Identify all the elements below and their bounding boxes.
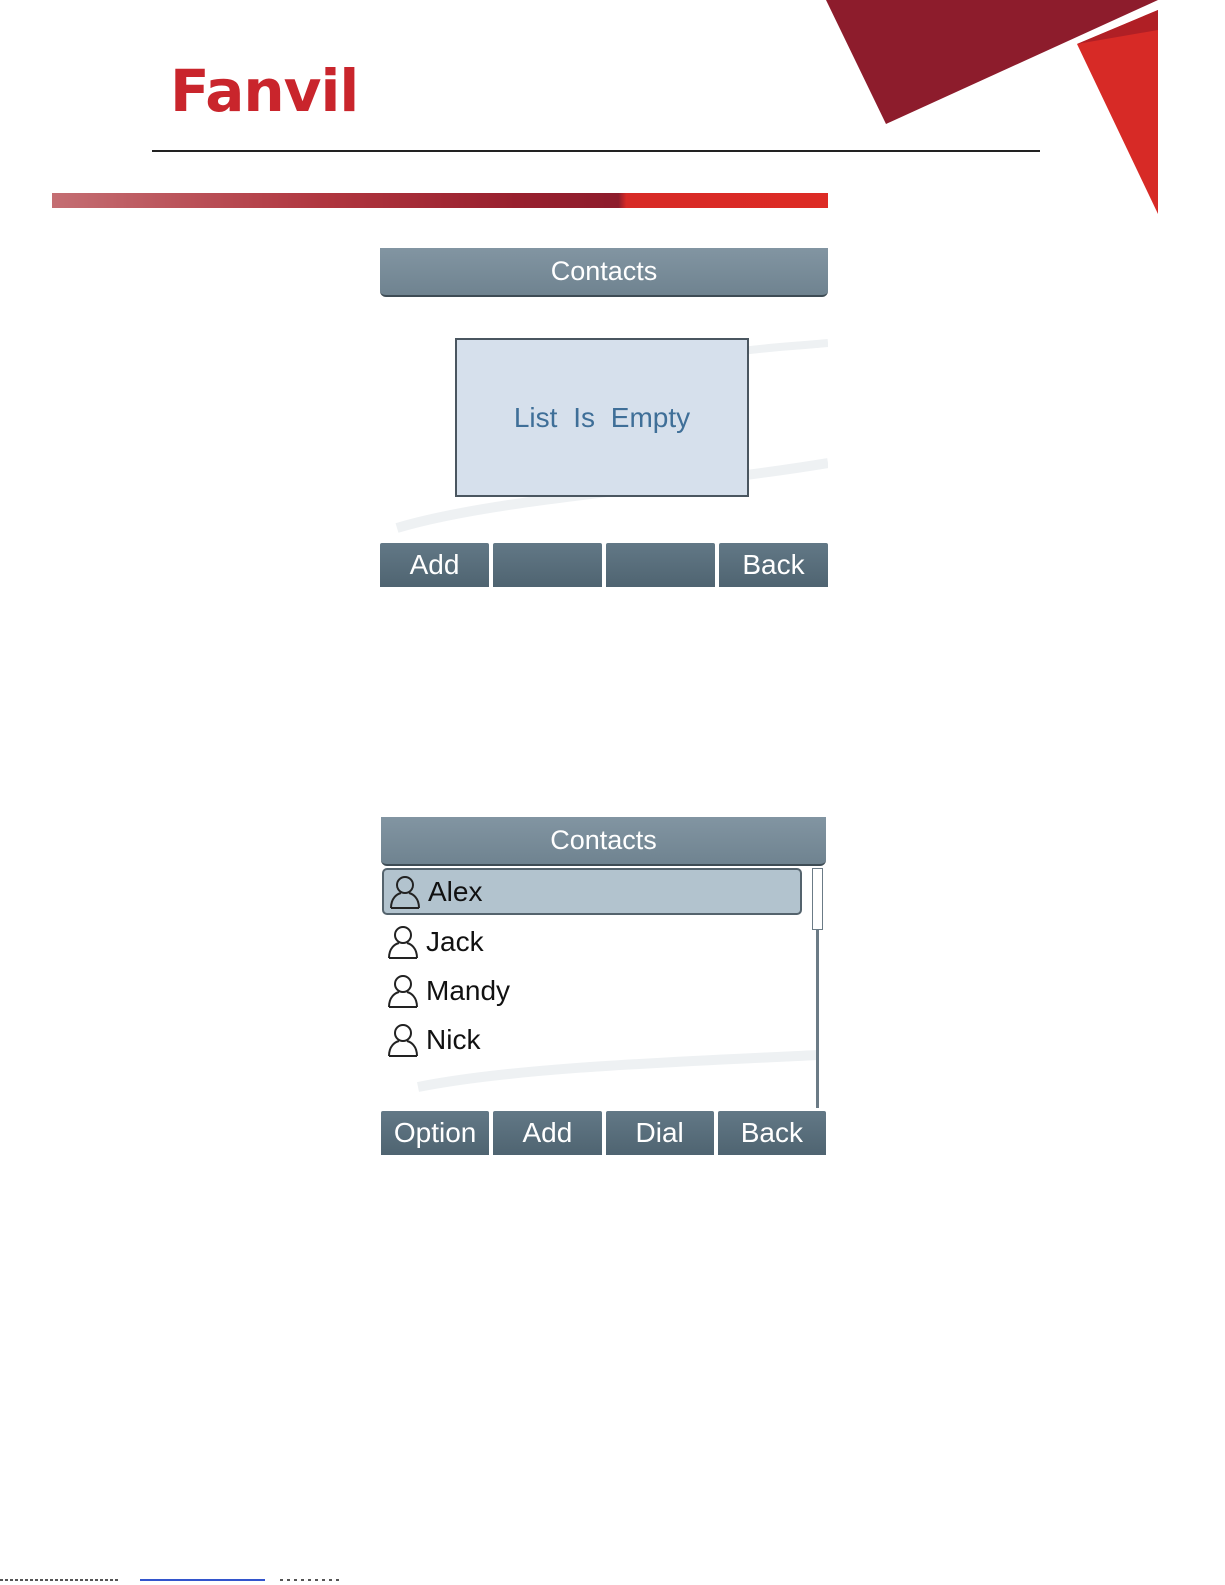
contact-name: Mandy [426, 974, 511, 1006]
person-icon [388, 874, 422, 910]
softkey-back[interactable]: Back [719, 543, 828, 587]
contacts-empty-screen [377, 248, 828, 589]
contact-name: Alex [428, 875, 483, 907]
softkey-blank-3[interactable] [606, 543, 715, 587]
person-icon [386, 973, 420, 1009]
person-icon [386, 1022, 420, 1058]
logo-text: Fanvil [170, 57, 359, 125]
corner-decoration [820, 0, 1225, 260]
contact-name: Nick [426, 1023, 481, 1055]
softkey-bar [381, 1111, 826, 1155]
contact-list-scrollbar[interactable] [811, 868, 824, 1108]
softkey-back[interactable]: Back [718, 1111, 826, 1155]
scroll-thumb[interactable] [812, 868, 823, 930]
empty-list-message: List Is Empty [513, 401, 691, 433]
screen-title: Contacts [550, 256, 658, 286]
contact-item-mandy[interactable] [382, 966, 806, 1015]
contact-item-nick[interactable] [382, 1015, 806, 1064]
footer-dotted-line [0, 1578, 340, 1582]
screen-title-bar [381, 817, 826, 866]
softkey-option[interactable]: Option [381, 1111, 489, 1155]
softkey-add[interactable]: Add [380, 543, 489, 587]
softkey-blank-2[interactable] [493, 543, 602, 587]
screen-title: Contacts [550, 825, 657, 855]
contact-item-alex[interactable] [382, 868, 802, 915]
header-divider [152, 150, 1040, 152]
softkey-add[interactable]: Add [493, 1111, 601, 1155]
contact-item-jack[interactable] [382, 917, 806, 966]
screen-title-bar [380, 248, 828, 297]
header-accent-bar [52, 193, 828, 208]
contacts-list-screen [378, 817, 826, 1155]
softkey-dial[interactable]: Dial [606, 1111, 714, 1155]
fanvil-logo [170, 57, 359, 125]
contact-name: Jack [426, 925, 484, 957]
person-icon [386, 924, 420, 960]
empty-list-dialog [455, 338, 749, 497]
softkey-bar [380, 543, 828, 587]
contact-list [382, 868, 806, 1064]
